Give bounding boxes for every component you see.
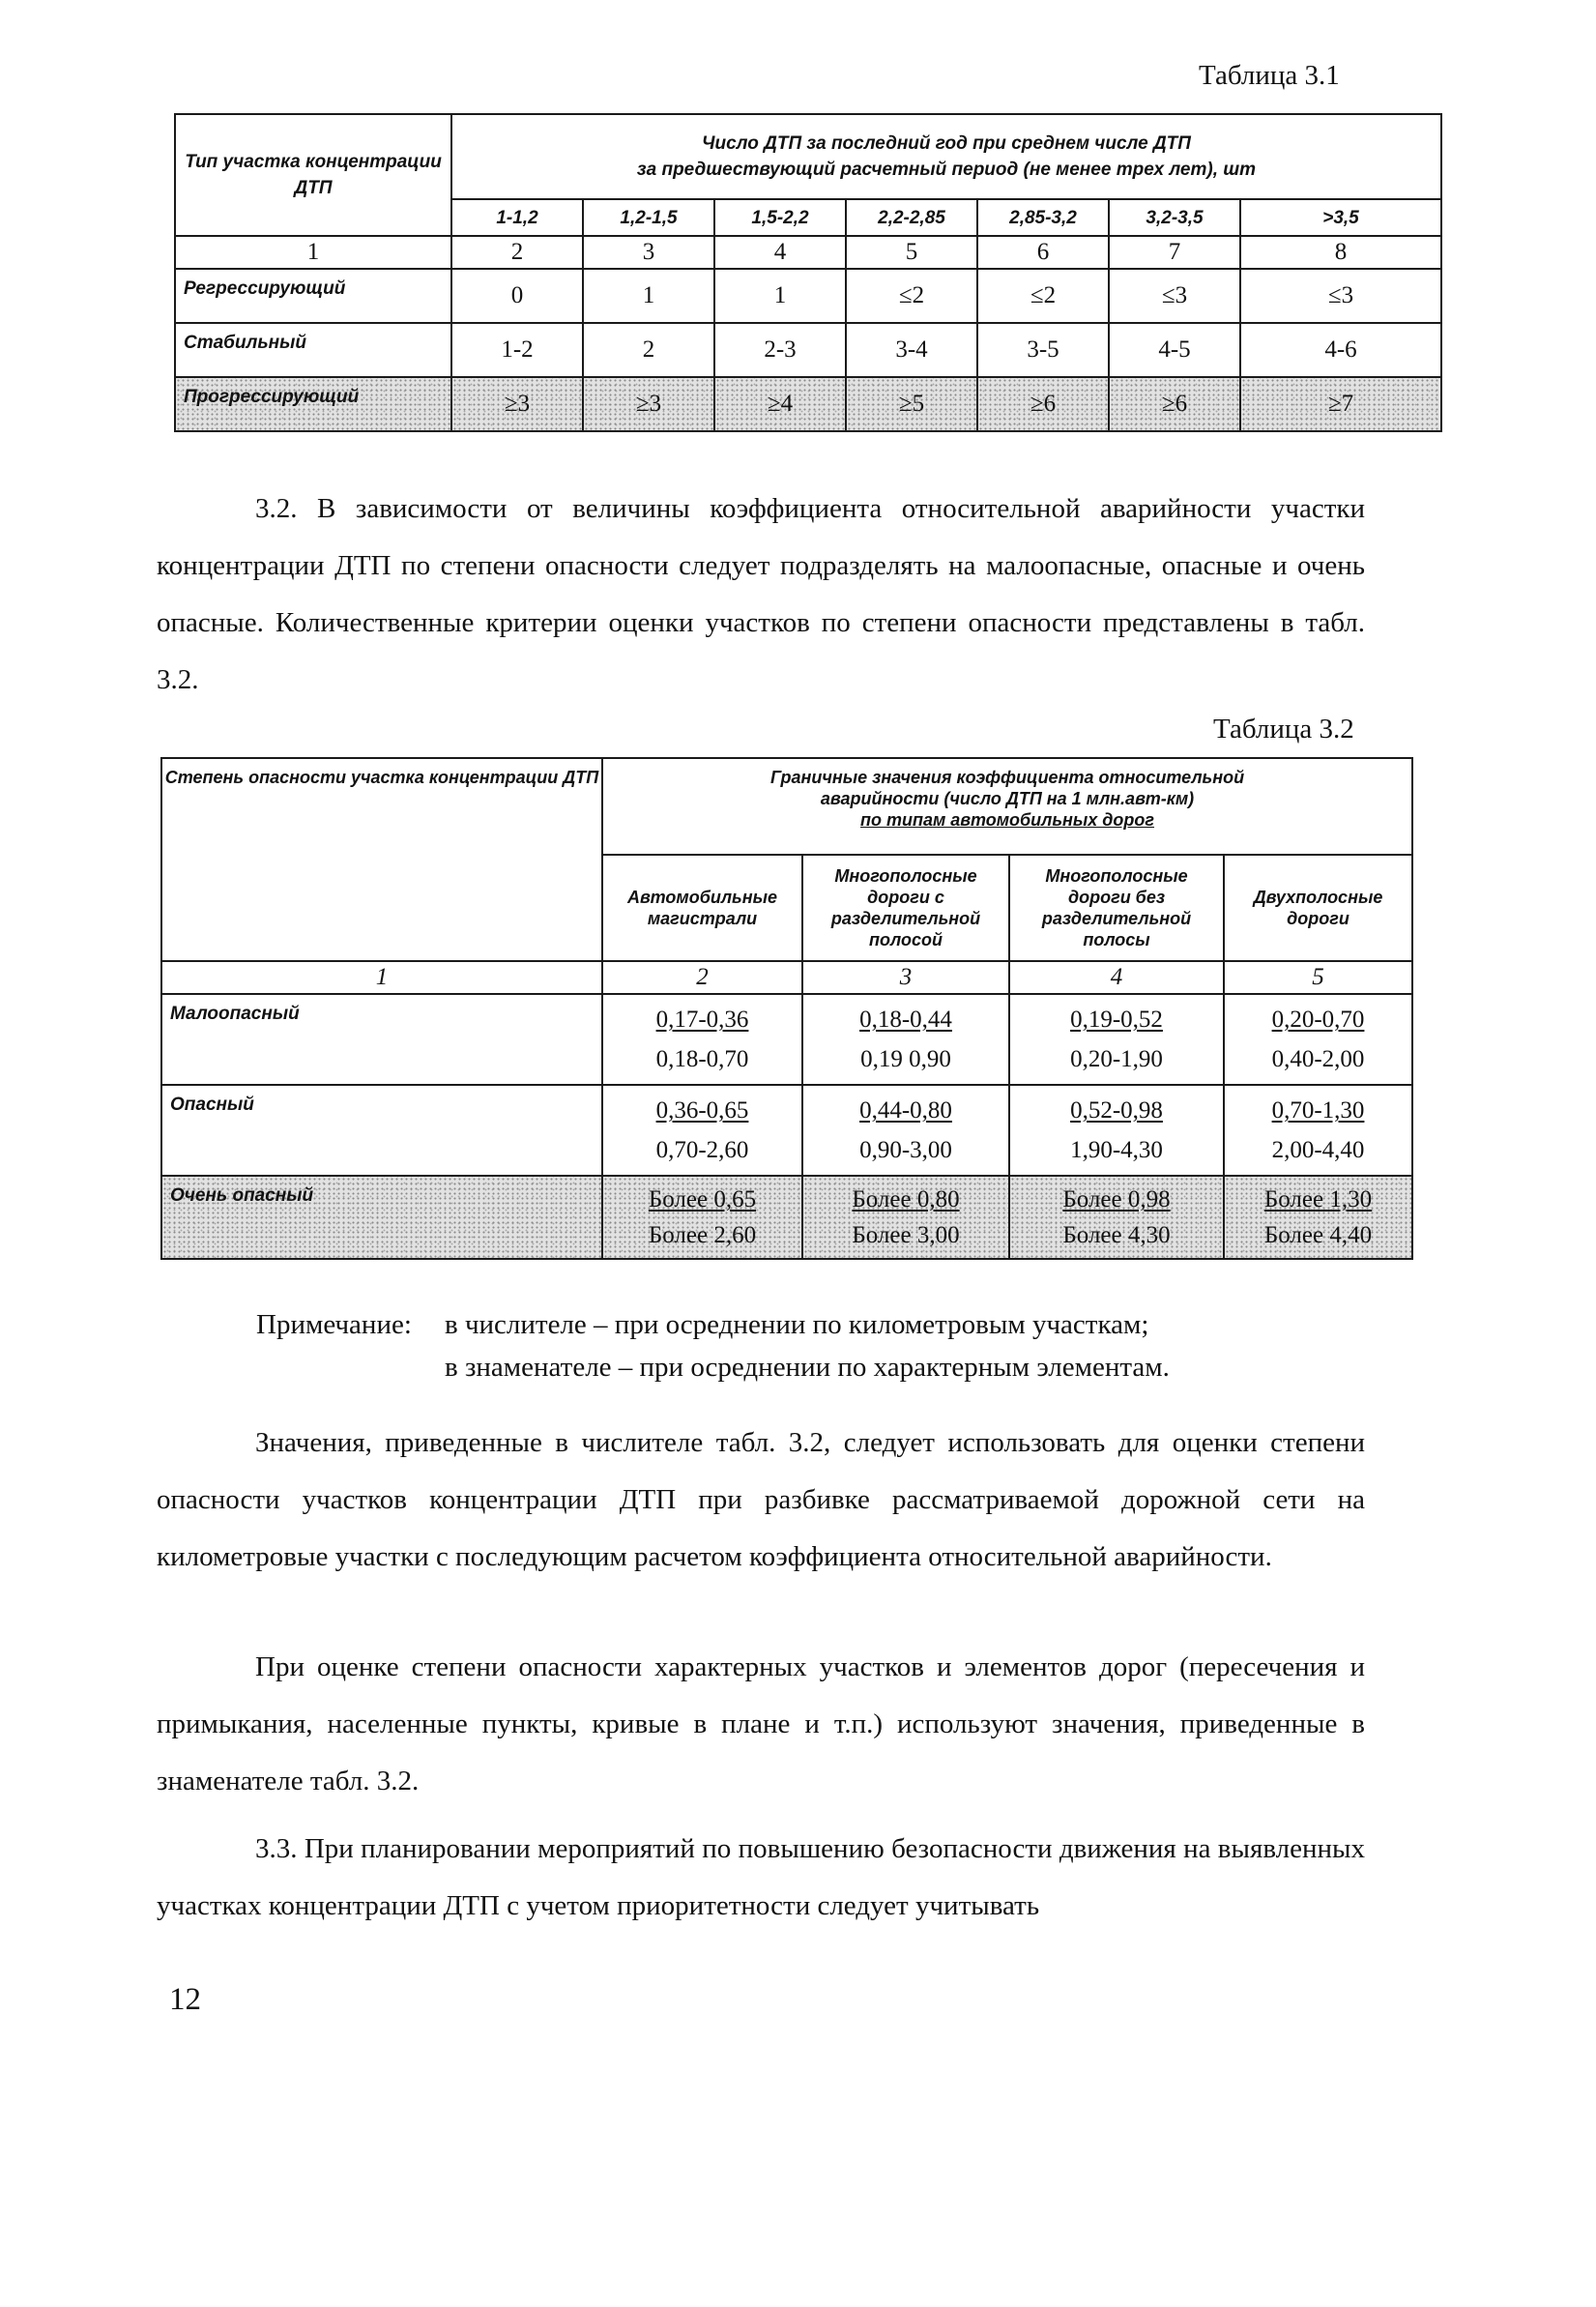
table1-row-label: Прогрессирующий	[175, 377, 451, 431]
table1-cell: 4-6	[1240, 323, 1441, 377]
table2-col-number: 3	[802, 961, 1009, 994]
numerator: 0,19-0,52	[1070, 1007, 1163, 1033]
table1-head-main	[451, 114, 1441, 199]
table-row	[161, 1176, 1412, 1259]
table2-cell	[802, 994, 1009, 1085]
table1-caption: Таблица 3.1	[1199, 60, 1340, 91]
table2-subhead: Автомобильные магистрали	[602, 855, 802, 961]
table1-cell: ≤2	[977, 269, 1109, 323]
table1-cell: ≤2	[846, 269, 977, 323]
table2-cell	[1224, 994, 1412, 1085]
denominator: 1,90-4,30	[1070, 1137, 1163, 1163]
table2-head-degree: Степень опасности участка концентрации ДТП	[161, 758, 602, 961]
table1-col-number: 8	[1240, 236, 1441, 269]
table1-col-number: 7	[1109, 236, 1240, 269]
table2-head-main-line3: по типам автомобильных дорог	[859, 810, 1155, 830]
denominator: 0,90-3,00	[859, 1137, 952, 1163]
numerator: 0,18-0,44	[859, 1007, 952, 1033]
page-number: 12	[169, 1982, 201, 2017]
table1-cell: 0	[451, 269, 583, 323]
table2-row-label: Очень опасный	[161, 1176, 602, 1259]
paragraph-3-3: 3.3. При планировании мероприятий по повышению безопасности движения на выявленных участках концентрации ДТП с учетом приоритетности следует учитывать	[157, 1833, 1365, 1921]
table2-col-number: 2	[602, 961, 802, 994]
table1-head-type: Тип участка концентрации ДТП	[175, 114, 451, 236]
numerator: Более 0,80	[852, 1186, 960, 1212]
paragraph-denominator-values: При оценке степени опасности характерных участков и элементов дорог (пересечения и примыкания, населенные пункты, кривые в плане и т.п.) используют значения, приведенные в знаменателе табл. 3.2.	[157, 1651, 1365, 1796]
denominator: Более 4,30	[1062, 1222, 1171, 1248]
table1-range: 3,2-3,5	[1109, 199, 1240, 236]
table1-cell: 1	[714, 269, 846, 323]
table1-cell: ≤3	[1109, 269, 1240, 323]
table2-cell	[1224, 1176, 1412, 1259]
table1-cell: 1-2	[451, 323, 583, 377]
table2-cell	[602, 994, 802, 1085]
table1-col-number: 5	[846, 236, 977, 269]
table2-col-number: 1	[161, 961, 602, 994]
table1-range: 2,85-3,2	[977, 199, 1109, 236]
table-3-1	[174, 113, 1442, 432]
table-row	[175, 323, 1441, 377]
table2-head-main	[602, 758, 1412, 855]
table1-col-number: 4	[714, 236, 846, 269]
denominator: 0,20-1,90	[1070, 1046, 1163, 1072]
note-label: Примечание:	[256, 1309, 412, 1340]
table2-cell	[1009, 1176, 1224, 1259]
table2-head-main-line2: аварийности (число ДТП на 1 млн.авт-км)	[820, 789, 1195, 808]
table1-col-number: 2	[451, 236, 583, 269]
table-row	[161, 994, 1412, 1085]
table1-cell: 3-5	[977, 323, 1109, 377]
numerator: 0,52-0,98	[1070, 1097, 1163, 1124]
table-row	[175, 269, 1441, 323]
table2-subhead: Многополосные дороги с разделительной полосой	[802, 855, 1009, 961]
numerator: 0,36-0,65	[655, 1097, 749, 1124]
table1-row-label: Регрессирующий	[175, 269, 451, 323]
table1-head-main-line2: за предшествующий расчетный период (не менее трех лет), шт	[636, 160, 1257, 180]
table1-cell: ≥7	[1240, 377, 1441, 431]
paragraph-3-2: 3.2. В зависимости от величины коэффициента относительной аварийности участки концентрации ДТП по степени опасности следует подразделять на малоопасные, опасные и очень опасные. Количественные критерии оценки участков по степени опасности представлены в табл. 3.2.	[157, 493, 1365, 695]
table2-cell	[1009, 1085, 1224, 1176]
table2-col-number: 5	[1224, 961, 1412, 994]
table1-range: 1-1,2	[451, 199, 583, 236]
table1-cell: ≥4	[714, 377, 846, 431]
paragraph-numerator-values: Значения, приведенные в числителе табл. 3.2, следует использовать для оценки степени опасности участков концентрации ДТП при разбивке рассматриваемой дорожной сети на километровые участки с последующим расчетом коэффициента относительной аварийности.	[157, 1427, 1365, 1572]
note-line1: в числителе – при осреднении по километровым участкам;	[445, 1309, 1149, 1340]
table2-head-main-line1: Граничные значения коэффициента относительной	[769, 768, 1245, 787]
table1-range: 1,2-1,5	[583, 199, 714, 236]
table2-col-number: 4	[1009, 961, 1224, 994]
denominator: 2,00-4,40	[1271, 1137, 1365, 1163]
numerator: Более 1,30	[1263, 1186, 1373, 1212]
table1-cell: ≥6	[977, 377, 1109, 431]
table1-cell: ≤3	[1240, 269, 1441, 323]
table2-subhead: Двухполосные дороги	[1224, 855, 1412, 961]
denominator: 0,18-0,70	[655, 1046, 749, 1072]
table1-cell: 1	[583, 269, 714, 323]
table1-col-number: 6	[977, 236, 1109, 269]
denominator: 0,19 0,90	[860, 1046, 951, 1072]
note-line2: в знаменателе – при осреднении по характерным элементам.	[445, 1352, 1170, 1383]
table2-caption: Таблица 3.2	[1213, 714, 1354, 745]
table2-cell	[1224, 1085, 1412, 1176]
denominator: Более 4,40	[1263, 1222, 1373, 1248]
denominator: Более 3,00	[852, 1222, 960, 1248]
numerator: 0,44-0,80	[859, 1097, 952, 1124]
table-3-2	[160, 757, 1413, 1260]
table2-cell	[1009, 994, 1224, 1085]
table1-cell: 2	[583, 323, 714, 377]
table1-cell: 4-5	[1109, 323, 1240, 377]
table1-cell: ≥3	[451, 377, 583, 431]
table1-row-label: Стабильный	[175, 323, 451, 377]
numerator: 0,17-0,36	[655, 1007, 749, 1033]
table2-row-label: Малоопасный	[161, 994, 602, 1085]
table-row	[175, 377, 1441, 431]
table1-cell: ≥6	[1109, 377, 1240, 431]
denominator: 0,40-2,00	[1271, 1046, 1365, 1072]
numerator: 0,20-0,70	[1271, 1007, 1365, 1033]
table2-subhead: Многополосные дороги без разделительной полосы	[1009, 855, 1224, 961]
table2-cell	[802, 1085, 1009, 1176]
table1-range: >3,5	[1240, 199, 1441, 236]
table1-cell: 3-4	[846, 323, 977, 377]
table2-row-label: Опасный	[161, 1085, 602, 1176]
table1-cell: 2-3	[714, 323, 846, 377]
numerator: Более 0,98	[1062, 1186, 1171, 1212]
numerator: Более 0,65	[648, 1186, 757, 1212]
table1-range: 1,5-2,2	[714, 199, 846, 236]
table1-col-number: 3	[583, 236, 714, 269]
table1-col-number: 1	[175, 236, 451, 269]
denominator: 0,70-2,60	[655, 1137, 749, 1163]
table1-range: 2,2-2,85	[846, 199, 977, 236]
numerator: 0,70-1,30	[1271, 1097, 1365, 1124]
table-row	[161, 1085, 1412, 1176]
table1-head-main-line1: Число ДТП за последний год при среднем числе ДТП	[702, 133, 1191, 154]
table1-cell: ≥5	[846, 377, 977, 431]
table1-cell: ≥3	[583, 377, 714, 431]
denominator: Более 2,60	[648, 1222, 757, 1248]
table2-cell	[602, 1176, 802, 1259]
table2-cell	[602, 1085, 802, 1176]
table2-cell	[802, 1176, 1009, 1259]
